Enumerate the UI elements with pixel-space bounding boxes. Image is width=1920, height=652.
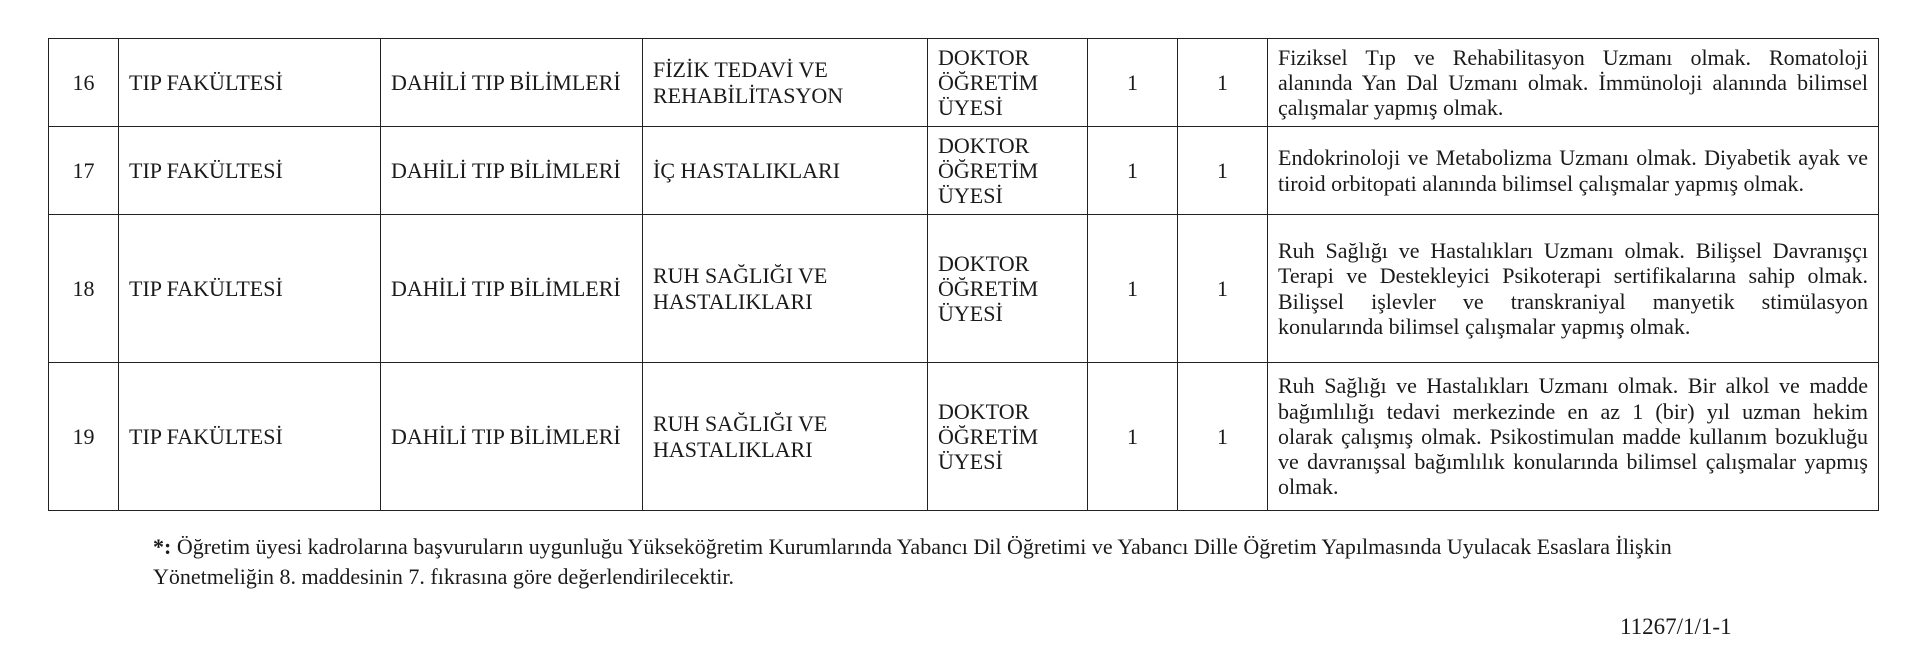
division-cell: DAHİLİ TIP BİLİMLERİ bbox=[381, 215, 643, 363]
count-cell: 1 bbox=[1178, 39, 1268, 127]
department-cell: İÇ HASTALIKLARI bbox=[643, 127, 928, 215]
table-row bbox=[49, 39, 1879, 127]
table-row bbox=[49, 363, 1879, 511]
positions-table bbox=[48, 38, 1879, 511]
title-cell: DOKTOR ÖĞRETİM ÜYESİ bbox=[928, 363, 1088, 511]
count-cell: 1 bbox=[1178, 363, 1268, 511]
count-cell: 1 bbox=[1088, 39, 1178, 127]
faculty-cell: TIP FAKÜLTESİ bbox=[119, 363, 381, 511]
count-cell: 1 bbox=[1088, 363, 1178, 511]
footnote-marker: *: bbox=[153, 534, 172, 559]
requirements-cell: Ruh Sağlığı ve Hastalıkları Uzmanı olmak. Bilişsel Davranışçı Terapi ve Destekleyici Psikoterapi sertifikalarına sahip olmak. Bilişsel işlevler ve transkraniyal manyetik stimülasyon konularında bilimsel çalışmalar yapmış olmak. bbox=[1268, 215, 1879, 363]
count-cell: 1 bbox=[1088, 127, 1178, 215]
faculty-cell: TIP FAKÜLTESİ bbox=[119, 215, 381, 363]
count-cell: 1 bbox=[1088, 215, 1178, 363]
row-number: 18 bbox=[49, 215, 119, 363]
document-number: 11267/1/1-1 bbox=[1620, 614, 1732, 639]
division-cell: DAHİLİ TIP BİLİMLERİ bbox=[381, 363, 643, 511]
requirements-cell: Fiziksel Tıp ve Rehabilitasyon Uzmanı olmak. Romatoloji alanında Yan Dal Uzmanı olmak. İmmünoloji alanında bilimsel çalışmalar yapmış olmak. bbox=[1268, 39, 1879, 127]
table-row bbox=[49, 127, 1879, 215]
faculty-cell: TIP FAKÜLTESİ bbox=[119, 39, 381, 127]
department-cell: RUH SAĞLIĞI VE HASTALIKLARI bbox=[643, 215, 928, 363]
division-cell: DAHİLİ TIP BİLİMLERİ bbox=[381, 127, 643, 215]
title-cell: DOKTOR ÖĞRETİM ÜYESİ bbox=[928, 39, 1088, 127]
count-cell: 1 bbox=[1178, 215, 1268, 363]
faculty-cell: TIP FAKÜLTESİ bbox=[119, 127, 381, 215]
table-row bbox=[49, 215, 1879, 363]
row-number: 16 bbox=[49, 39, 119, 127]
title-cell: DOKTOR ÖĞRETİM ÜYESİ bbox=[928, 127, 1088, 215]
count-cell: 1 bbox=[1178, 127, 1268, 215]
row-number: 17 bbox=[49, 127, 119, 215]
row-number: 19 bbox=[49, 363, 119, 511]
requirements-cell: Endokrinoloji ve Metabolizma Uzmanı olmak. Diyabetik ayak ve tiroid orbitopati alanında bilimsel çalışmalar yapmış olmak. bbox=[1268, 127, 1879, 215]
footnote-text: Öğretim üyesi kadrolarına başvuruların uygunluğu Yükseköğretim Kurumlarında Yabancı Dil Öğretimi ve Yabancı Dille Öğretim Yapılmasında Uyulacak Esaslara İlişkin Yönetmeliğin 8. maddesinin 7. fıkrasına göre değerlendirilecektir. bbox=[153, 534, 1672, 590]
division-cell: DAHİLİ TIP BİLİMLERİ bbox=[381, 39, 643, 127]
requirements-cell: Ruh Sağlığı ve Hastalıkları Uzmanı olmak. Bir alkol ve madde bağımlılığı tedavi merkezinde en az 1 (bir) yıl uzman hekim olarak çalışmış olmak. Psikostimulan madde kullanım bozukluğu ve davranışsal bağımlılık konularında bilimsel çalışmalar yapmış olmak. bbox=[1268, 363, 1879, 511]
department-cell: RUH SAĞLIĞI VE HASTALIKLARI bbox=[643, 363, 928, 511]
department-cell: FİZİK TEDAVİ VE REHABİLİTASYON bbox=[643, 39, 928, 127]
footnote bbox=[153, 532, 1793, 593]
title-cell: DOKTOR ÖĞRETİM ÜYESİ bbox=[928, 215, 1088, 363]
